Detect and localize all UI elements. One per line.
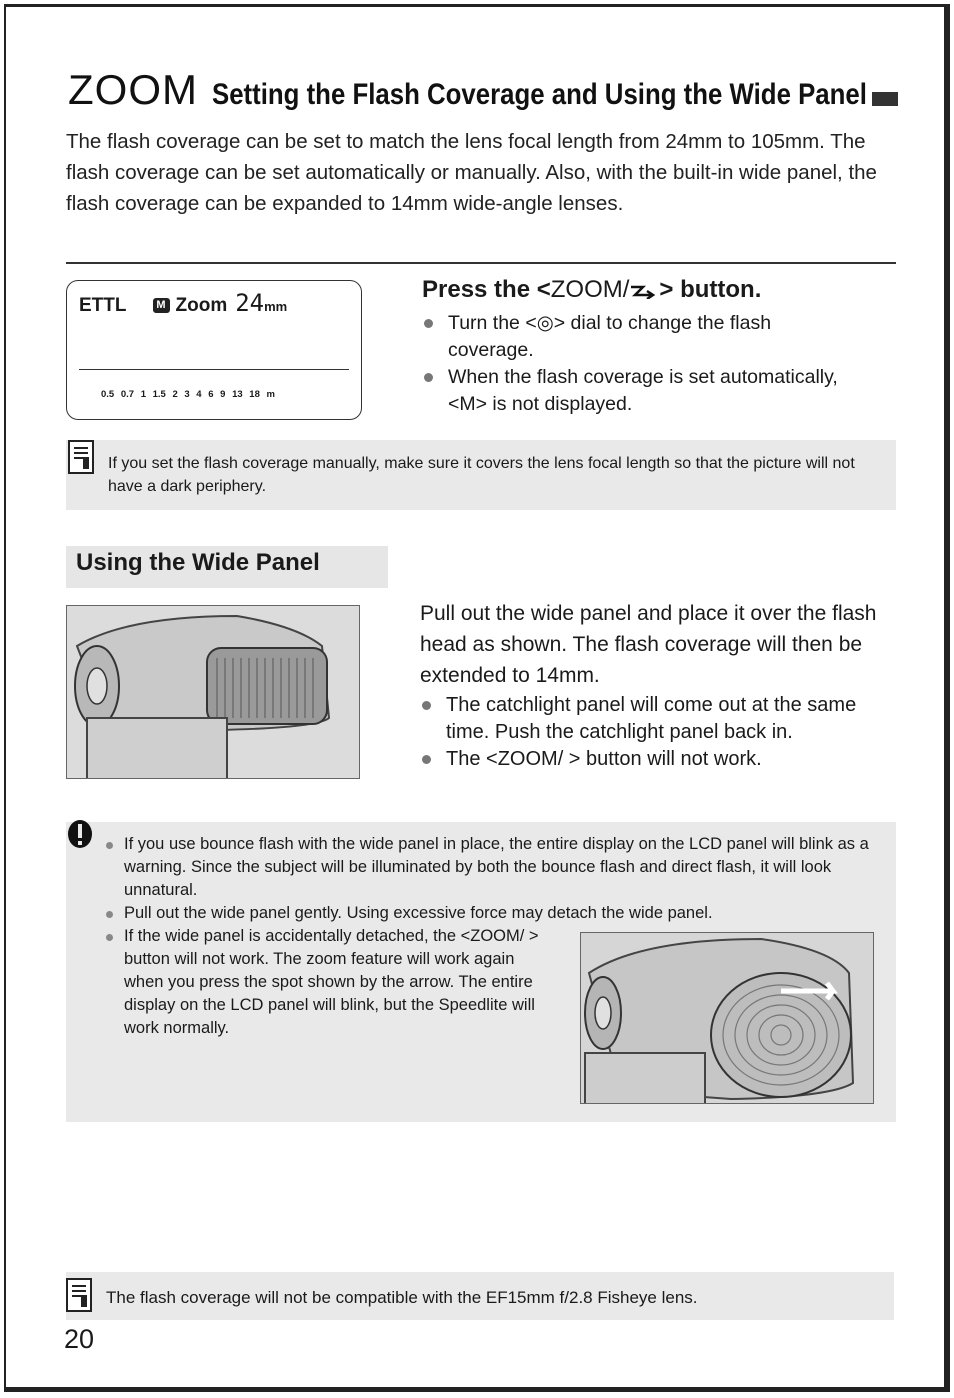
lcd-distance-scale: 0.5 0.7 1 1.5 2 3 4 6 9 13 18 m bbox=[101, 389, 275, 400]
intro-paragraph: The flash coverage can be set to match the lens focal length from 24mm to 105mm. The flash coverage can be set automatically or manually. Also, with the built-in wide panel, the flash coverage can be expanded to 14mm wide-angle lenses. bbox=[66, 130, 877, 215]
flash-head-reattach-illustration bbox=[581, 933, 874, 1104]
lcd-mode: ETTL bbox=[79, 295, 127, 316]
list-item: Turn the <◎> dial to change the flash coverage. bbox=[422, 310, 862, 364]
memo-icon bbox=[66, 1278, 92, 1312]
lcd-panel-illustration bbox=[66, 280, 362, 420]
note-text-bottom: The flash coverage will not be compatible with the EF15mm f/2.8 Fisheye lens. bbox=[106, 1288, 698, 1307]
flash-head-illustration bbox=[67, 606, 360, 779]
lcd-zoom bbox=[153, 289, 288, 317]
title-zoom-word: ZOOM bbox=[68, 66, 198, 113]
flash-wide-panel-photo bbox=[66, 605, 360, 779]
step-heading-pre: Press the < bbox=[422, 276, 551, 303]
section-marker-icon bbox=[872, 92, 898, 106]
lcd-zoom-label: Zoom bbox=[175, 295, 228, 316]
list-item: If the wide panel is accidentally detached, the <ZOOM/ > button will not work. The zoom feature will work again when you press the spot shown by the arrow. The entire display on the LCD panel will blink, but the Speedlite will work normally. bbox=[104, 925, 554, 1040]
note-text: If you set the flash coverage manually, make sure it covers the lens focal length so that the picture will not have a dark periphery. bbox=[108, 455, 855, 495]
memo-icon bbox=[68, 440, 94, 474]
page-number: 20 bbox=[64, 1324, 95, 1354]
lcd-zoom-unit: mm bbox=[264, 299, 288, 314]
divider bbox=[66, 262, 896, 264]
section-heading: Using the Wide Panel bbox=[66, 546, 388, 588]
reattach-panel-photo bbox=[580, 932, 874, 1104]
wide-panel-bullets bbox=[420, 692, 890, 773]
lcd-range-line bbox=[79, 369, 349, 370]
list-item: If you use bounce flash with the wide panel in place, the entire display on the LCD panel will blink as a warning. Since the subject will be illuminated by both the bounce flash and direct flash, it will look unnatural. bbox=[104, 833, 884, 902]
step-heading-zoom: ZOOM/ bbox=[550, 276, 630, 303]
manual-m-icon: M bbox=[153, 298, 170, 313]
title-text: Setting the Flash Coverage and Using the Wide Panel bbox=[211, 78, 867, 111]
lcd-zoom-value: 24 bbox=[235, 289, 265, 317]
lcd-top-row bbox=[79, 289, 287, 317]
page-title bbox=[68, 66, 908, 114]
wide-panel-text: Pull out the wide panel and place it over the flash head as shown. The flash coverage will then be extended to 14mm. bbox=[420, 602, 877, 687]
step-heading bbox=[422, 276, 761, 304]
step-bullets bbox=[422, 310, 862, 418]
list-item: The <ZOOM/ > button will not work. bbox=[420, 746, 890, 773]
list-item: The catchlight panel will come out at the same time. Push the catchlight panel back in. bbox=[420, 692, 890, 746]
wide-panel-symbol-icon bbox=[629, 283, 659, 299]
list-item: When the flash coverage is set automatically, <M> is not displayed. bbox=[422, 364, 862, 418]
list-item: Pull out the wide panel gently. Using excessive force may detach the wide panel. bbox=[104, 902, 884, 925]
caution-icon bbox=[66, 818, 94, 850]
step-heading-post: > button. bbox=[659, 276, 762, 303]
